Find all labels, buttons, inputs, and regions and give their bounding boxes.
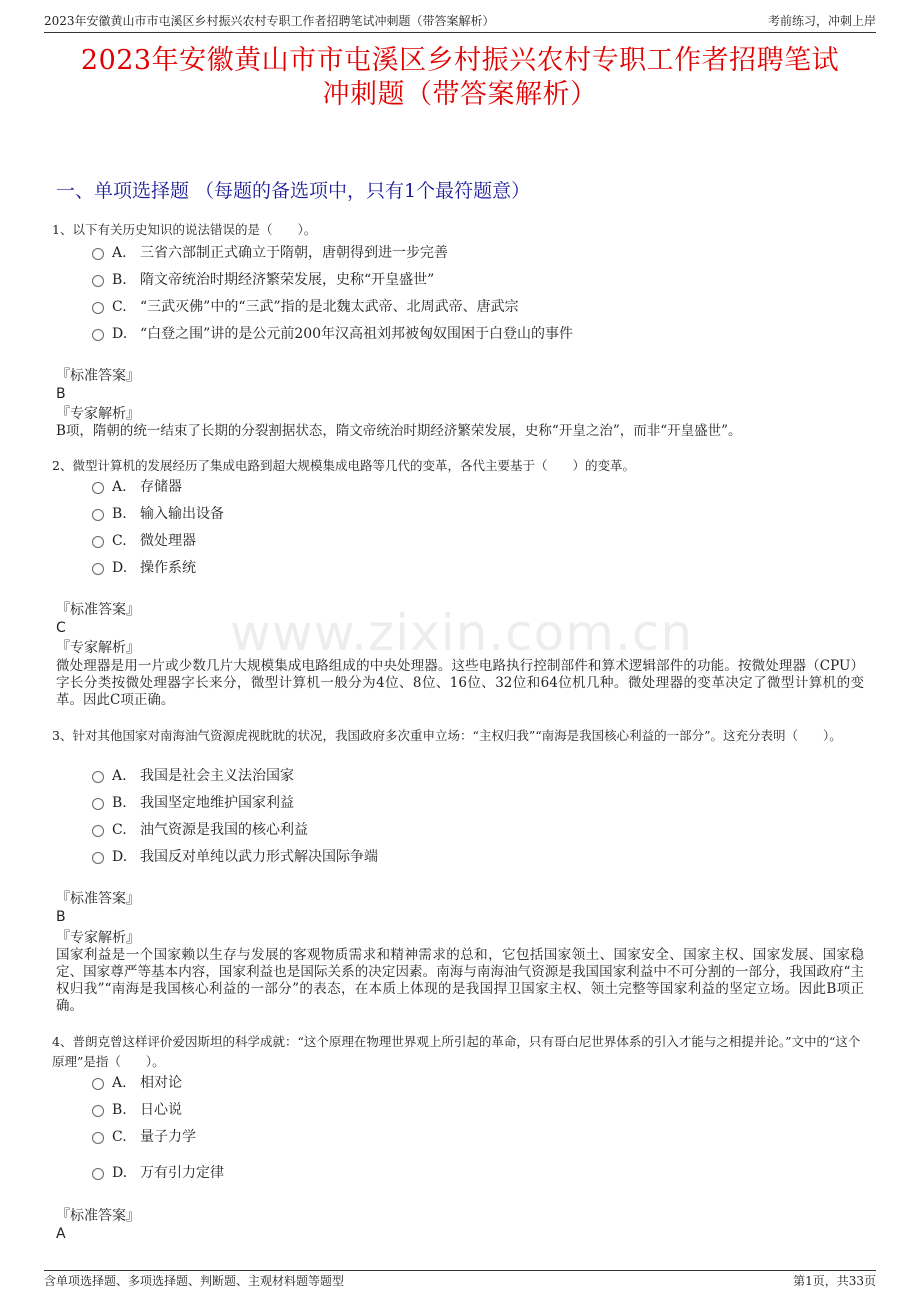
option-letter: B. <box>112 795 127 811</box>
question-stem-4: 4、普朗克曾这样评价爱因斯坦的科学成就：“这个原理在物理世界观上所引起的革命，只有哥白尼世界体系的引入才能与之相提并论。”文中的“这个原理”是指（ ）。 <box>52 1034 861 1069</box>
option-letter: C. <box>112 533 127 549</box>
option-letter: C. <box>112 1129 127 1145</box>
radio-icon[interactable] <box>92 275 104 287</box>
option-letter: A. <box>112 1075 127 1091</box>
option-letter: A. <box>112 479 127 495</box>
option-3b[interactable] <box>92 792 294 814</box>
option-4a[interactable] <box>92 1072 182 1094</box>
option-1d[interactable] <box>92 323 573 345</box>
option-text: “白登之围”讲的是公元前200年汉高祖刘邦被匈奴围困于白登山的事件 <box>140 326 574 342</box>
document-title-line1: 2023年安徽黄山市市屯溪区乡村振兴农村专职工作者招聘笔试 <box>80 45 840 76</box>
radio-icon[interactable] <box>92 329 104 341</box>
page-header <box>44 10 876 33</box>
option-text: 隋文帝统治时期经济繁荣发展，史称“开皇盛世” <box>140 272 435 288</box>
option-4b[interactable] <box>92 1099 182 1121</box>
answer-value-2: C <box>56 620 66 636</box>
radio-icon[interactable] <box>92 509 104 521</box>
option-letter: A. <box>112 768 127 784</box>
option-text: 微处理器 <box>140 533 196 549</box>
option-4d[interactable] <box>92 1162 224 1184</box>
section-heading: 一、单项选择题 （每题的备选项中，只有1个最符题意） <box>56 180 531 202</box>
option-text: “三武灭佛”中的“三武”指的是北魏太武帝、北周武帝、唐武宗 <box>140 299 519 315</box>
option-text: 我国反对单纯以武力形式解决国际争端 <box>140 849 378 865</box>
watermark: www.zixin.com.cn <box>230 604 694 662</box>
answer-value-4: A <box>56 1226 66 1242</box>
option-letter: D. <box>112 1165 128 1181</box>
option-text: 相对论 <box>140 1075 182 1091</box>
answer-value-1: B <box>56 386 66 402</box>
radio-icon[interactable] <box>92 302 104 314</box>
answer-label-4: 『标准答案』 <box>56 1208 140 1224</box>
radio-icon[interactable] <box>92 1168 104 1180</box>
radio-icon[interactable] <box>92 248 104 260</box>
option-text: 万有引力定律 <box>140 1165 224 1181</box>
page-footer <box>44 1270 876 1293</box>
option-letter: B. <box>112 272 127 288</box>
analysis-text-3: 国家利益是一个国家赖以生存与发展的客观物质需求和精神需求的总和，它包括国家领土、国家安全、国家主权、国家发展、国家稳定、国家尊严等基本内容，国家利益也是国际关系的决定因素。南海与南海油气资源是我国国家利益中不可分割的一部分，我国政府“主权归我”“南海是我国核心利益的一部分”的表态，在本质上体现的是我国捍卫国家主权、领土完整等国家利益的坚定立场。因此B项正确。 <box>56 947 864 1014</box>
option-3c[interactable] <box>92 819 308 841</box>
option-2a[interactable] <box>92 476 182 498</box>
analysis-label-2: 『专家解析』 <box>56 640 140 656</box>
option-text: 我国是社会主义法治国家 <box>140 768 294 784</box>
radio-icon[interactable] <box>92 1105 104 1117</box>
option-1b[interactable] <box>92 269 434 291</box>
analysis-label-1: 『专家解析』 <box>56 406 140 422</box>
radio-icon[interactable] <box>92 825 104 837</box>
document-title-line2: 冲刺题（带答案解析） <box>322 79 598 110</box>
option-2c[interactable] <box>92 530 196 552</box>
option-2d[interactable] <box>92 557 196 579</box>
answer-label-3: 『标准答案』 <box>56 891 140 907</box>
option-text: 我国坚定地维护国家利益 <box>140 795 294 811</box>
header-doc-title: 2023年安徽黄山市市屯溪区乡村振兴农村专职工作者招聘笔试冲刺题（带答案解析） <box>44 14 495 28</box>
option-letter: B. <box>112 1102 127 1118</box>
option-text: 操作系统 <box>140 560 196 576</box>
question-stem-3: 3、针对其他国家对南海油气资源虎视眈眈的状况，我国政府多次重申立场：“主权归我”“南海是我国核心利益的一部分”。这充分表明（ ）。 <box>52 728 842 743</box>
option-text: 油气资源是我国的核心利益 <box>140 822 308 838</box>
radio-icon[interactable] <box>92 1132 104 1144</box>
option-1c[interactable] <box>92 296 519 318</box>
answer-label-1: 『标准答案』 <box>56 368 140 384</box>
option-2b[interactable] <box>92 503 224 525</box>
option-4c[interactable] <box>92 1126 196 1148</box>
radio-icon[interactable] <box>92 536 104 548</box>
option-letter: B. <box>112 506 127 522</box>
question-stem-2: 2、微型计算机的发展经历了集成电路到超大规模集成电路等几代的变革，各代主要基于（ ）的变革。 <box>52 458 635 473</box>
option-text: 日心说 <box>140 1102 182 1118</box>
question-stem-1: 1、以下有关历史知识的说法错误的是（ ）。 <box>52 222 317 237</box>
analysis-label-3: 『专家解析』 <box>56 930 140 946</box>
radio-icon[interactable] <box>92 852 104 864</box>
answer-value-3: B <box>56 909 66 925</box>
option-text: 量子力学 <box>140 1129 196 1145</box>
radio-icon[interactable] <box>92 798 104 810</box>
option-text: 三省六部制正式确立于隋朝，唐朝得到进一步完善 <box>140 245 448 261</box>
answer-label-2: 『标准答案』 <box>56 602 140 618</box>
option-letter: D. <box>112 560 128 576</box>
header-slogan: 考前练习，冲刺上岸 <box>767 14 876 28</box>
option-3a[interactable] <box>92 765 294 787</box>
option-letter: D. <box>112 326 128 342</box>
option-letter: C. <box>112 299 127 315</box>
option-letter: C. <box>112 822 127 838</box>
option-1a[interactable] <box>92 242 448 264</box>
footer-question-types: 含单项选择题、多项选择题、判断题、主观材料题等题型 <box>44 1274 345 1288</box>
option-3d[interactable] <box>92 846 378 868</box>
page-number: 第1页，共33页 <box>793 1274 876 1288</box>
document-title <box>30 44 890 112</box>
radio-icon[interactable] <box>92 771 104 783</box>
radio-icon[interactable] <box>92 1078 104 1090</box>
radio-icon[interactable] <box>92 482 104 494</box>
option-letter: D. <box>112 849 128 865</box>
option-letter: A. <box>112 245 127 261</box>
option-text: 输入输出设备 <box>140 506 224 522</box>
option-text: 存储器 <box>140 479 182 495</box>
analysis-text-1: B项，隋朝的统一结束了长期的分裂割据状态，隋文帝统治时期经济繁荣发展，史称“开皇之治”，而非“开皇盛世”。 <box>56 423 742 439</box>
analysis-text-2: 微处理器是用一片或少数几片大规模集成电路组成的中央处理器。这些电路执行控制部件和算术逻辑部件的功能。按微处理器（CPU）字长分类按微处理器字长来分，微型计算机一般分为4位、8位、16位、32位和64位机几种。微处理器的变革决定了微型计算机的变革。因此C项正确。 <box>56 658 864 708</box>
radio-icon[interactable] <box>92 563 104 575</box>
